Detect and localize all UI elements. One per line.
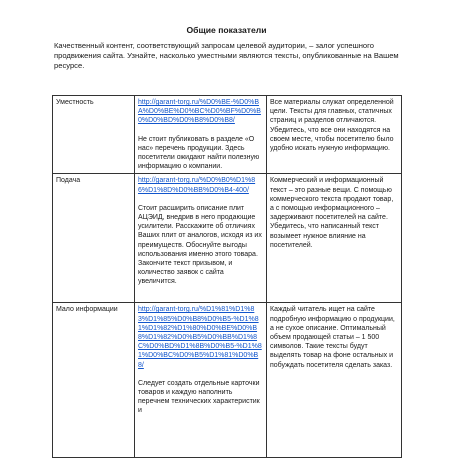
page-title: Общие показатели: [186, 25, 267, 35]
page-link[interactable]: http://garant-torg.ru/%D1%81%D1%83%D1%85%D0%B8%D0%B5-%D1%81%D1%82%D1%80%D0%BE%D0%B8%D1%82%D0%B5%D0%BB%D1%8C%D0%BD%D1%8B%D0%B5-%D1%81%D0%BC%D0%B5%D1%81%D0%B8/: [138, 306, 262, 369]
content-table: [52, 95, 402, 458]
recommendation-text: Не стоит публиковать в разделе «О нас» перечень продукции. Здесь посетители ожидают найти полезную информацию о компании.: [138, 135, 260, 171]
row-details: [135, 174, 267, 303]
page-link[interactable]: http://garant-torg.ru/%D0%BE-%D0%BA%D0%BE%D0%BC%D0%BF%D0%B0%D0%BD%D0%B8%D0%B8/: [138, 99, 261, 125]
row-description: Все материалы служат определенной цели. Тексты для главных, статичных страниц и разделов отличаются. Убедитесь, что все они находятся на своем месте, чтобы посетителю было удобно искать нужную информацию.: [267, 96, 402, 174]
table-row: [53, 174, 402, 303]
row-details: [135, 96, 267, 174]
page-link[interactable]: http://garant-torg.ru/%D0%B0%D1%86%D1%8D%D0%BB%D0%B4-400/: [138, 177, 256, 194]
row-label: Уместность: [53, 96, 135, 174]
row-description: Коммерческий и информационный текст – это разные вещи. С помощью коммерческого текста продают товар, а с помощью информационного – задерживают посетителей на сайте. Убедитесь, что написанный текст возымеет нужное влияние на посетителей.: [267, 174, 402, 303]
table-row: [53, 303, 402, 458]
recommendation-text: Следует создать отдельные карточки товаров и каждую наполнить перечнем технических характеристик и: [138, 379, 260, 415]
row-description: Каждый читатель ищет на сайте подробную информацию о продукции, а не сухое описание. Оптимальный объем продающей статьи – 1 500 символов. Такие тексты будут выделять товар на фоне остальных и побуждать посетителя сделать заказ.: [267, 303, 402, 458]
intro-paragraph: Качественный контент, соответствующий запросам целевой аудитории, – залог успешного продвижения сайта. Узнайте, насколько уместными являются тексты, опубликованные на Вашем ресурсе.: [54, 41, 399, 71]
recommendation-text: Стоит расширить описание плит АЦЭИД, внедрив в него продающие усилители. Расскажите об отличиях Ваших плит от аналогов, исходя из их преимуществ. Обоснуйте выгоды использования именно этого товара. Закончите текст призывом, и количество заявок с сайта увеличится.: [138, 204, 262, 286]
table-row: [53, 96, 402, 174]
row-label: Мало информации: [53, 303, 135, 458]
row-label: Подача: [53, 174, 135, 303]
row-details: [135, 303, 267, 458]
